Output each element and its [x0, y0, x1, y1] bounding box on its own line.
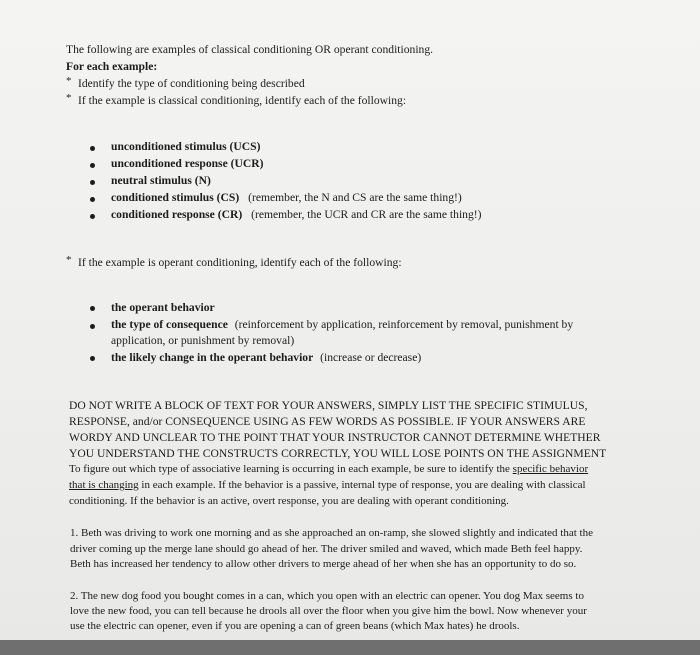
note: (reinforcement by application, reinforcement by removal, punishment by: [234, 318, 574, 331]
note: (remember, the N and CS are the same thing!): [248, 191, 462, 204]
list-item: [111, 139, 260, 155]
instruction-line: RESPONSE, and/or CONSEQUENCE USING AS FEW WORDS AS POSSIBLE. IF YOUR ANSWERS ARE: [69, 415, 586, 428]
term: the type of consequence: [111, 318, 228, 331]
intro-heading: For each example:: [66, 60, 158, 73]
text-segment: in each example. If the behavior is a passive, internal type of response, you are dealing with classical: [138, 479, 586, 491]
note: (remember, the UCR and CR are the same thing!): [251, 208, 482, 221]
bullet-dot-icon: [90, 180, 95, 185]
bullet-dot-icon: [90, 146, 95, 151]
term: conditioned stimulus (CS): [111, 191, 240, 204]
text-segment: To figure out which type of associative learning is occurring in each example, be sure to identify the: [69, 463, 513, 475]
asterisk-bullet-icon: *: [66, 92, 72, 104]
bullet-dot-icon: [90, 306, 95, 311]
instruction-line: [69, 461, 588, 477]
example-1-line: Beth has increased her tendency to allow other drivers to merge ahead of her when she has an opportunity to do so.: [70, 558, 577, 570]
instruction-line: conditioning. If the behavior is an active, overt response, you are dealing with operant conditioning.: [69, 495, 509, 507]
example-2-line: 2. The new dog food you bought comes in a can, which you open with an electric can opener. You dog Max seems to: [70, 590, 584, 602]
list-item: [111, 350, 421, 366]
asterisk-bullet-icon: *: [66, 75, 72, 87]
term: unconditioned stimulus (UCS): [111, 140, 261, 153]
instruction-line: WORDY AND UNCLEAR TO THE POINT THAT YOUR INSTRUCTOR CANNOT DETERMINE WHETHER: [69, 431, 601, 444]
note-continued: application, or punishment by removal): [111, 334, 295, 347]
term: the likely change in the operant behavior: [111, 351, 314, 364]
example-1-line: driver coming up the merge lane should go ahead of her. The driver smiled and waved, which made Beth feel happy.: [70, 543, 583, 555]
note: (increase or decrease): [320, 351, 422, 364]
list-item: [111, 317, 573, 333]
underlined-text: specific behavior: [512, 463, 589, 475]
bullet-dot-icon: [90, 197, 95, 202]
list-item: [111, 173, 211, 189]
bullet-dot-icon: [90, 324, 95, 329]
instruction-line: DO NOT WRITE A BLOCK OF TEXT FOR YOUR ANSWERS, SIMPLY LIST THE SPECIFIC STIMULUS,: [69, 399, 588, 412]
intro-bullet: If the example is classical conditioning, identify each of the following:: [78, 94, 407, 107]
page-bottom-edge: [0, 640, 700, 655]
underlined-text: that is changing: [69, 479, 139, 491]
section-heading: If the example is operant conditioning, identify each of the following:: [78, 256, 402, 269]
list-item: [111, 300, 215, 316]
example-2-line: love the new food, you can tell because he drools all over the floor when you give him the bowl. Now whenever your: [70, 605, 587, 617]
instruction-line: YOU UNDERSTAND THE CONSTRUCTS CORRECTLY, YOU WILL LOSE POINTS ON THE ASSIGNMENT: [69, 447, 607, 460]
list-item: [111, 190, 462, 206]
term: neutral stimulus (N): [111, 174, 211, 187]
term: the operant behavior: [111, 301, 215, 314]
term: conditioned response (CR): [111, 208, 243, 221]
bullet-dot-icon: [90, 163, 95, 168]
bullet-dot-icon: [90, 356, 95, 361]
asterisk-bullet-icon: *: [66, 254, 72, 266]
intro-line: The following are examples of classical conditioning OR operant conditioning.: [66, 43, 434, 56]
list-item: [111, 207, 481, 223]
intro-bullet: Identify the type of conditioning being described: [78, 77, 305, 90]
list-item: [111, 156, 263, 172]
example-2-line: use the electric can opener, even if you are opening a can of green beans (which Max hates) he drools.: [70, 620, 520, 632]
term: unconditioned response (UCR): [111, 157, 264, 170]
instruction-line: [69, 477, 586, 493]
bullet-dot-icon: [90, 214, 95, 219]
example-1-line: 1. Beth was driving to work one morning and as she approached an on-ramp, she slowed slightly and indicated that the: [70, 527, 593, 539]
